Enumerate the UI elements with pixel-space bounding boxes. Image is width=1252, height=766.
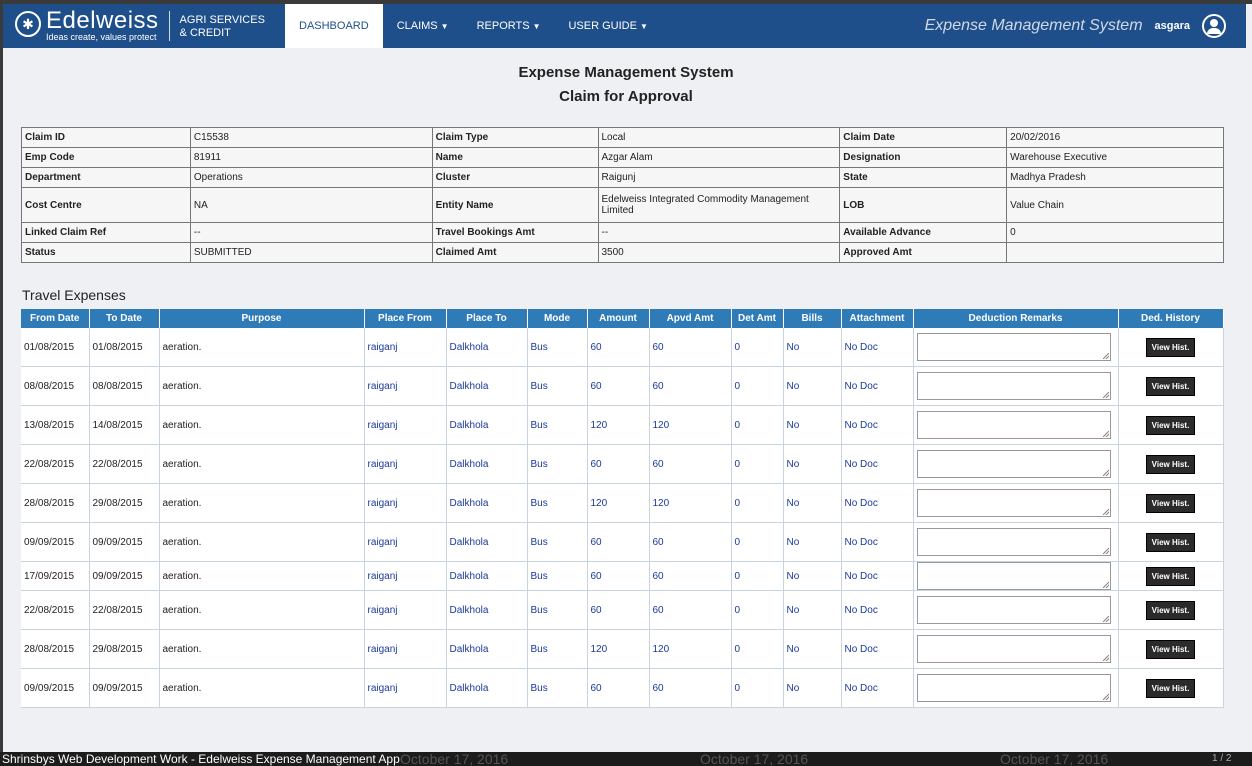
- nav-tab-dashboard[interactable]: [285, 4, 383, 48]
- section-title-travel-expenses: Travel Expenses: [22, 287, 126, 303]
- table-cell: 120: [649, 406, 731, 445]
- label-claim-type: Claim Type: [432, 128, 598, 148]
- label-cluster: Cluster: [432, 168, 598, 188]
- label-available-advance: Available Advance: [840, 223, 1007, 243]
- deduction-remarks-cell: [913, 523, 1118, 562]
- column-header: Place To: [446, 309, 527, 328]
- label-approved-amt: Approved Amt: [840, 243, 1007, 263]
- deduction-remarks-cell: [913, 562, 1118, 591]
- table-cell: No: [783, 523, 841, 562]
- table-cell: Dalkhola: [446, 523, 527, 562]
- deduction-remarks-cell: [913, 445, 1118, 484]
- table-cell: 08/08/2015: [21, 367, 89, 406]
- nav-tab-label: CLAIMS: [396, 20, 438, 32]
- table-cell: 60: [649, 328, 731, 367]
- table-cell: Bus: [527, 591, 587, 630]
- label-entity-name: Entity Name: [432, 188, 598, 223]
- deduction-remarks-input[interactable]: [917, 528, 1111, 556]
- value-claim-type: Local: [598, 128, 840, 148]
- table-cell: 01/08/2015: [21, 328, 89, 367]
- table-cell: No: [783, 367, 841, 406]
- value-department: Operations: [190, 168, 432, 188]
- nav-tab-label: DASHBOARD: [299, 20, 369, 32]
- table-cell: 28/08/2015: [21, 484, 89, 523]
- column-header: Deduction Remarks: [913, 309, 1118, 328]
- info-row: [22, 148, 1224, 168]
- table-cell: 60: [649, 669, 731, 708]
- view-history-button[interactable]: View Hist.: [1146, 567, 1196, 586]
- caption-strip: [0, 752, 1252, 766]
- table-cell: Dalkhola: [446, 630, 527, 669]
- table-cell: 09/09/2015: [89, 669, 159, 708]
- value-lob: Value Chain: [1007, 188, 1224, 223]
- table-cell: 22/08/2015: [89, 445, 159, 484]
- table-cell: aeration.: [159, 406, 364, 445]
- attachment-link[interactable]: No Doc: [841, 484, 913, 523]
- value-emp-code: 81911: [190, 148, 432, 168]
- brand-subtitle-line2: & CREDIT: [179, 27, 231, 39]
- ded-history-cell: [1118, 484, 1223, 523]
- label-linked-claim-ref: Linked Claim Ref: [22, 223, 191, 243]
- table-cell: raiganj: [364, 562, 446, 591]
- label-claim-id: Claim ID: [22, 128, 191, 148]
- top-navbar: [3, 4, 1246, 48]
- brand-name: Edelweiss: [46, 7, 159, 34]
- info-row: [22, 188, 1224, 223]
- table-cell: Dalkhola: [446, 406, 527, 445]
- table-cell: No: [783, 562, 841, 591]
- deduction-remarks-cell: [913, 484, 1118, 523]
- attachment-link[interactable]: No Doc: [841, 523, 913, 562]
- table-cell: 120: [587, 484, 649, 523]
- table-cell: raiganj: [364, 669, 446, 708]
- page-title: Expense Management System: [518, 64, 734, 81]
- label-department: Department: [22, 168, 191, 188]
- table-cell: 13/08/2015: [21, 406, 89, 445]
- logo-divider: [169, 11, 170, 41]
- caption-page-indicator: 1 / 2: [1212, 753, 1232, 764]
- table-cell: 60: [649, 591, 731, 630]
- table-cell: 0: [731, 406, 783, 445]
- table-cell: 60: [649, 523, 731, 562]
- deduction-remarks-input[interactable]: [917, 674, 1111, 702]
- deduction-remarks-input[interactable]: [917, 450, 1111, 478]
- table-cell: 22/08/2015: [21, 591, 89, 630]
- table-cell: 17/09/2015: [21, 562, 89, 591]
- deduction-remarks-input[interactable]: [917, 372, 1111, 400]
- value-cluster: Raigunj: [598, 168, 840, 188]
- table-header-row: [21, 309, 1223, 328]
- table-cell: Bus: [527, 484, 587, 523]
- value-name: Azgar Alam: [598, 148, 840, 168]
- table-cell: Dalkhola: [446, 484, 527, 523]
- label-name: Name: [432, 148, 598, 168]
- table-cell: 0: [731, 328, 783, 367]
- value-claimed-amt: 3500: [598, 243, 840, 263]
- caption-text: Shrinsbys Web Development Work - Edelweiss Expense Management App: [2, 752, 400, 766]
- table-cell: 0: [731, 669, 783, 708]
- deduction-remarks-input[interactable]: [917, 562, 1111, 590]
- table-cell: 14/08/2015: [89, 406, 159, 445]
- value-entity-name: Edelweiss Integrated Commodity Management Limited: [598, 188, 840, 223]
- table-cell: aeration.: [159, 445, 364, 484]
- column-header: Det Amt: [731, 309, 783, 328]
- table-cell: raiganj: [364, 630, 446, 669]
- table-cell: Dalkhola: [446, 328, 527, 367]
- table-cell: 60: [587, 669, 649, 708]
- table-cell: raiganj: [364, 591, 446, 630]
- view-history-button[interactable]: View Hist.: [1146, 494, 1196, 513]
- attachment-link[interactable]: No Doc: [841, 562, 913, 591]
- view-history-button[interactable]: View Hist.: [1146, 601, 1196, 620]
- table-cell: 09/09/2015: [89, 562, 159, 591]
- table-cell: 09/09/2015: [21, 669, 89, 708]
- deduction-remarks-input[interactable]: [917, 489, 1111, 517]
- view-history-button[interactable]: View Hist.: [1146, 416, 1196, 435]
- brand-subtitle-line1: AGRI SERVICES: [179, 14, 265, 26]
- value-designation: Warehouse Executive: [1007, 148, 1224, 168]
- deduction-remarks-input[interactable]: [917, 635, 1111, 663]
- attachment-link[interactable]: No Doc: [841, 367, 913, 406]
- label-status: Status: [22, 243, 191, 263]
- table-row: [21, 328, 1223, 367]
- table-cell: aeration.: [159, 523, 364, 562]
- table-cell: 29/08/2015: [89, 630, 159, 669]
- table-cell: 60: [587, 591, 649, 630]
- table-cell: Dalkhola: [446, 669, 527, 708]
- caret-down-icon: ▼: [440, 21, 449, 31]
- ded-history-cell: [1118, 328, 1223, 367]
- attachment-link[interactable]: No Doc: [841, 669, 913, 708]
- value-approved-amt: [1007, 243, 1224, 263]
- table-cell: 120: [587, 406, 649, 445]
- table-cell: 28/08/2015: [21, 630, 89, 669]
- caret-down-icon: ▼: [532, 21, 541, 31]
- deduction-remarks-input[interactable]: [917, 333, 1111, 361]
- table-cell: No: [783, 669, 841, 708]
- table-cell: raiganj: [364, 367, 446, 406]
- label-travel-bookings-amt: Travel Bookings Amt: [432, 223, 598, 243]
- table-cell: 0: [731, 484, 783, 523]
- value-travel-bookings-amt: --: [598, 223, 840, 243]
- info-row: [22, 128, 1224, 148]
- view-history-button[interactable]: View Hist.: [1146, 679, 1196, 698]
- table-body: [21, 328, 1223, 708]
- ded-history-cell: [1118, 562, 1223, 591]
- info-row: [22, 243, 1224, 263]
- table-row: [21, 367, 1223, 406]
- value-claim-date: 20/02/2016: [1007, 128, 1224, 148]
- nav-tab-claims[interactable]: [383, 4, 463, 48]
- ded-history-cell: [1118, 523, 1223, 562]
- table-cell: Dalkhola: [446, 445, 527, 484]
- table-cell: 0: [731, 367, 783, 406]
- table-row: [21, 562, 1223, 591]
- table-cell: Bus: [527, 630, 587, 669]
- table-cell: aeration.: [159, 591, 364, 630]
- travel-expenses-table: [21, 309, 1224, 708]
- table-cell: aeration.: [159, 669, 364, 708]
- ded-history-cell: [1118, 591, 1223, 630]
- deduction-remarks-input[interactable]: [917, 596, 1111, 624]
- table-cell: 60: [649, 562, 731, 591]
- table-cell: 09/09/2015: [89, 523, 159, 562]
- column-header: Bills: [783, 309, 841, 328]
- value-linked-claim-ref: --: [190, 223, 432, 243]
- label-designation: Designation: [840, 148, 1007, 168]
- table-cell: 0: [731, 523, 783, 562]
- ded-history-cell: [1118, 445, 1223, 484]
- attachment-link[interactable]: No Doc: [841, 445, 913, 484]
- attachment-link[interactable]: No Doc: [841, 630, 913, 669]
- window-frame-left: [0, 0, 3, 766]
- brand-logo[interactable]: [15, 9, 265, 43]
- table-row: [21, 669, 1223, 708]
- user-profile-icon[interactable]: [1202, 14, 1226, 38]
- table-cell: No: [783, 591, 841, 630]
- label-claimed-amt: Claimed Amt: [432, 243, 598, 263]
- deduction-remarks-cell: [913, 630, 1118, 669]
- ded-history-cell: [1118, 367, 1223, 406]
- value-claim-id: C15538: [190, 128, 432, 148]
- table-cell: 29/08/2015: [89, 484, 159, 523]
- table-cell: Dalkhola: [446, 591, 527, 630]
- table-cell: 08/08/2015: [89, 367, 159, 406]
- table-cell: Bus: [527, 367, 587, 406]
- table-cell: 120: [649, 484, 731, 523]
- table-cell: 0: [731, 562, 783, 591]
- table-cell: 60: [587, 562, 649, 591]
- username[interactable]: asgara: [1154, 20, 1190, 32]
- deduction-remarks-input[interactable]: [917, 411, 1111, 439]
- attachment-link[interactable]: No Doc: [841, 328, 913, 367]
- table-row: [21, 591, 1223, 630]
- table-cell: 22/08/2015: [21, 445, 89, 484]
- main-nav: [285, 4, 662, 48]
- deduction-remarks-cell: [913, 669, 1118, 708]
- deduction-remarks-cell: [913, 328, 1118, 367]
- claim-info-table: [21, 127, 1224, 263]
- table-cell: 22/08/2015: [89, 591, 159, 630]
- column-header: To Date: [89, 309, 159, 328]
- brand-tagline: Ideas create, values protect: [46, 32, 157, 42]
- table-cell: Bus: [527, 445, 587, 484]
- attachment-link[interactable]: No Doc: [841, 591, 913, 630]
- brand-subtitle: [180, 14, 265, 40]
- column-header: From Date: [21, 309, 89, 328]
- column-header: Attachment: [841, 309, 913, 328]
- view-history-button[interactable]: View Hist.: [1146, 640, 1196, 659]
- table-cell: aeration.: [159, 562, 364, 591]
- view-history-button[interactable]: View Hist.: [1146, 338, 1196, 357]
- system-title: Expense Management System: [924, 17, 1143, 34]
- table-row: [21, 445, 1223, 484]
- table-cell: raiganj: [364, 484, 446, 523]
- table-cell: No: [783, 484, 841, 523]
- value-state: Madhya Pradesh: [1007, 168, 1224, 188]
- deduction-remarks-cell: [913, 367, 1118, 406]
- table-cell: aeration.: [159, 367, 364, 406]
- view-history-button[interactable]: View Hist.: [1146, 455, 1196, 474]
- table-cell: 0: [731, 445, 783, 484]
- value-status: SUBMITTED: [190, 243, 432, 263]
- label-state: State: [840, 168, 1007, 188]
- ded-history-cell: [1118, 669, 1223, 708]
- table-cell: 09/09/2015: [21, 523, 89, 562]
- attachment-link[interactable]: No Doc: [841, 406, 913, 445]
- table-cell: Bus: [527, 523, 587, 562]
- table-cell: 120: [649, 630, 731, 669]
- nav-tab-label: REPORTS: [476, 20, 530, 32]
- table-cell: 60: [587, 328, 649, 367]
- label-cost-centre: Cost Centre: [22, 188, 191, 223]
- asterisk-logo-icon: ✱: [15, 11, 41, 37]
- column-header: Amount: [587, 309, 649, 328]
- page-subtitle: Claim for Approval: [559, 88, 693, 105]
- nav-right: [925, 4, 1226, 48]
- label-emp-code: Emp Code: [22, 148, 191, 168]
- table-cell: Bus: [527, 562, 587, 591]
- table-cell: 01/08/2015: [89, 328, 159, 367]
- table-cell: Dalkhola: [446, 562, 527, 591]
- table-cell: 0: [731, 630, 783, 669]
- table-cell: 60: [587, 367, 649, 406]
- column-header: Mode: [527, 309, 587, 328]
- table-cell: 120: [587, 630, 649, 669]
- value-available-advance: 0: [1007, 223, 1224, 243]
- table-cell: 60: [649, 445, 731, 484]
- table-cell: No: [783, 328, 841, 367]
- value-cost-centre: NA: [190, 188, 432, 223]
- table-cell: 0: [731, 591, 783, 630]
- info-row: [22, 223, 1224, 243]
- caption-date: October 17, 2016: [1000, 752, 1109, 766]
- table-cell: raiganj: [364, 328, 446, 367]
- table-cell: aeration.: [159, 630, 364, 669]
- label-claim-date: Claim Date: [840, 128, 1007, 148]
- column-header: Purpose: [159, 309, 364, 328]
- table-row: [21, 523, 1223, 562]
- view-history-button[interactable]: View Hist.: [1146, 533, 1196, 552]
- ded-history-cell: [1118, 630, 1223, 669]
- view-history-button[interactable]: View Hist.: [1146, 377, 1196, 396]
- ded-history-cell: [1118, 406, 1223, 445]
- table-cell: Dalkhola: [446, 367, 527, 406]
- nav-tab-reports[interactable]: [463, 4, 555, 48]
- table-cell: No: [783, 630, 841, 669]
- table-cell: Bus: [527, 328, 587, 367]
- column-header: Place From: [364, 309, 446, 328]
- label-lob: LOB: [840, 188, 1007, 223]
- table-cell: 60: [587, 523, 649, 562]
- table-cell: raiganj: [364, 406, 446, 445]
- table-cell: aeration.: [159, 328, 364, 367]
- deduction-remarks-cell: [913, 406, 1118, 445]
- table-cell: Bus: [527, 406, 587, 445]
- table-row: [21, 406, 1223, 445]
- table-cell: raiganj: [364, 523, 446, 562]
- caret-down-icon: ▼: [639, 21, 648, 31]
- table-row: [21, 630, 1223, 669]
- table-cell: aeration.: [159, 484, 364, 523]
- table-cell: 60: [587, 445, 649, 484]
- caption-date: October 17, 2016: [400, 752, 509, 766]
- table-cell: No: [783, 445, 841, 484]
- table-row: [21, 484, 1223, 523]
- column-header: Ded. History: [1118, 309, 1223, 328]
- deduction-remarks-cell: [913, 591, 1118, 630]
- table-cell: Bus: [527, 669, 587, 708]
- nav-tab-label: USER GUIDE: [568, 20, 637, 32]
- caption-date: October 17, 2016: [700, 752, 809, 766]
- nav-tab-user-guide[interactable]: [554, 4, 661, 48]
- table-cell: 60: [649, 367, 731, 406]
- column-header: Apvd Amt: [649, 309, 731, 328]
- info-row: [22, 168, 1224, 188]
- table-cell: No: [783, 406, 841, 445]
- table-cell: raiganj: [364, 445, 446, 484]
